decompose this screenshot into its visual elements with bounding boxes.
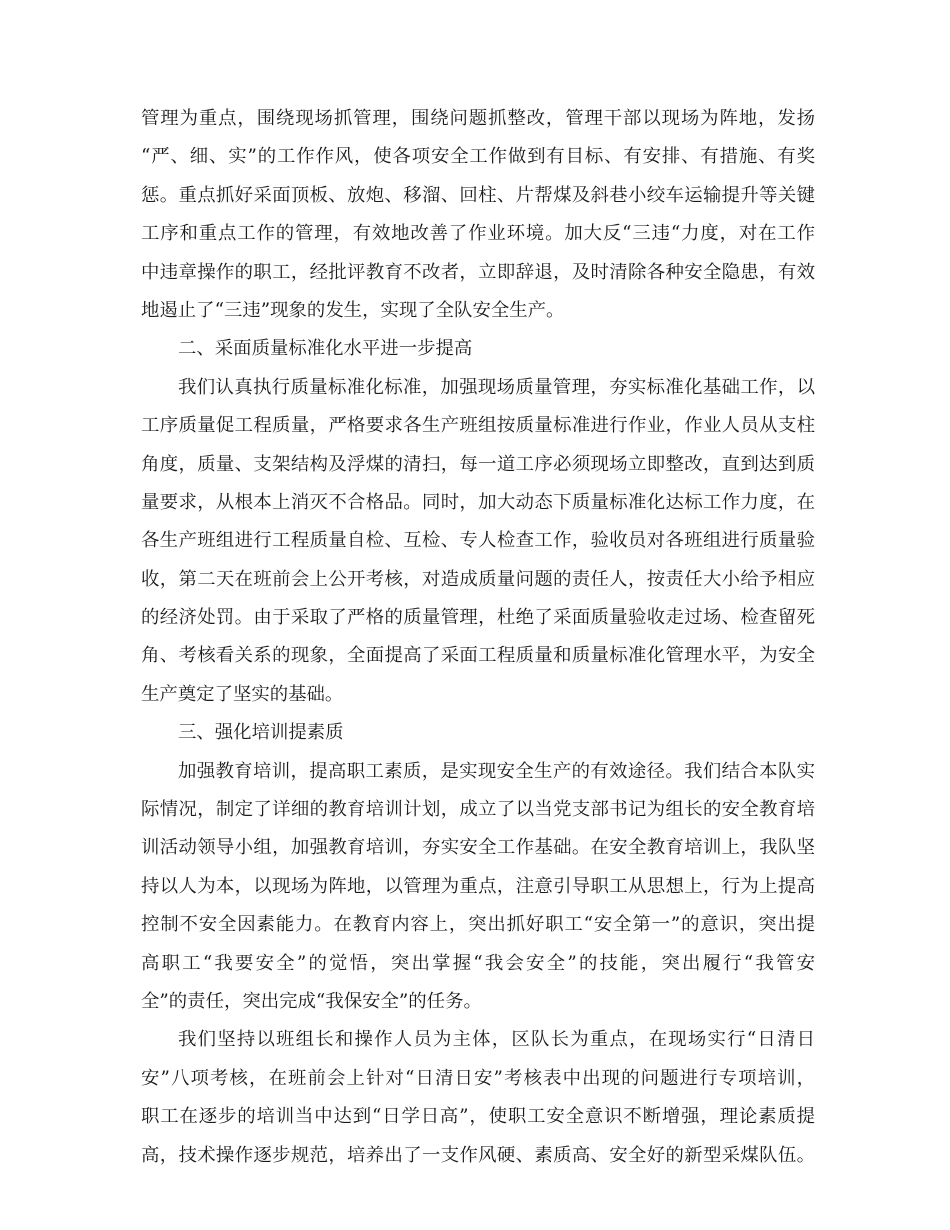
text-line: 工序质量促工程质量，严格要求各生产班组按质量标准进行作业，作业人员从支柱	[141, 415, 815, 437]
text-line: 收，第二天在班前会上公开考核，对造成质量问题的责任人，按责任大小给予相应	[141, 568, 815, 590]
text-line: 三、强化培训提素质	[178, 722, 344, 744]
text-line: 管理为重点，围绕现场抓管理，围绕问题抓整改，管理干部以现场为阵地，发扬	[141, 108, 815, 129]
text-line: 二、采面质量标准化水平进一步提高	[178, 338, 473, 360]
text-line: 各生产班组进行工程质量自检、互检、专人检查工作，验收员对各班组进行质量验	[141, 530, 815, 552]
text-line: 角度，质量、支架结构及浮煤的清扫，每一道工序必须现场立即整改，直到达到质	[141, 453, 815, 475]
text-line: 控制不安全因素能力。在教育内容上，突出抓好职工“安全第一”的意识，突出提	[141, 914, 815, 936]
text-line: 惩。重点抓好采面顶板、放炮、移溜、回柱、片帮煤及斜巷小绞车运输提升等关键	[141, 184, 815, 206]
text-line: 全”的责任，突出完成“我保安全”的任务。	[141, 990, 482, 1012]
text-line: 际情况，制定了详细的教育培训计划，成立了以当党支部书记为组长的安全教育培	[141, 799, 815, 821]
text-line: 角、考核看关系的现象，全面提高了采面工程质量和质量标准化管理水平，为安全	[141, 645, 815, 667]
text-line: 职工在逐步的培训当中达到“日学日高”，使职工安全意识不断增强，理论素质提	[141, 1106, 815, 1128]
text-line: 工序和重点工作的管理，有效地改善了作业环境。加大反“三违“力度，对在工作	[141, 223, 815, 245]
text-line: 训活动领导小组，加强教育培训，夯实安全工作基础。在安全教育培训上，我队坚	[141, 837, 815, 859]
text-line: 地遏止了“三违”现象的发生，实现了全队安全生产。	[141, 299, 565, 321]
text-line: 生产奠定了坚实的基础。	[141, 683, 344, 705]
text-line: 中违章操作的职工，经批评教育不改者，立即辞退，及时清除各种安全隐患，有效	[141, 261, 815, 283]
text-line: 量要求，从根本上消灭不合格品。同时，加大动态下质量标准化达标工作力度，在	[141, 491, 815, 513]
text-line: 高职工“我要安全”的觉悟，突出掌握“我会安全”的技能，突出履行“我管安	[141, 952, 815, 974]
text-line: 我们坚持以班组长和操作人员为主体，区队长为重点，在现场实行“日清日	[178, 1029, 815, 1051]
text-line: 持以人为本，以现场为阵地，以管理为重点，注意引导职工从思想上，行为上提高	[141, 875, 815, 897]
text-line: 安”八项考核，在班前会上针对“日清日安”考核表中出现的问题进行专项培训，	[141, 1067, 815, 1089]
document-body	[141, 100, 815, 1175]
text-line: 高，技术操作逐步规范，培养出了一支作风硬、素质高、安全好的新型采煤队伍。	[141, 1144, 815, 1166]
text-line: 我们认真执行质量标准化标准，加强现场质量管理，夯实标准化基础工作，以	[178, 376, 815, 398]
text-line: 加强教育培训，提高职工素质，是实现安全生产的有效途径。我们结合本队实	[178, 760, 815, 782]
text-line: 的经济处罚。由于采取了严格的质量管理，杜绝了采面质量验收走过场、检查留死	[141, 607, 815, 629]
text-line: “严、细、实”的工作作风，使各项安全工作做到有目标、有安排、有措施、有奖	[141, 146, 815, 168]
